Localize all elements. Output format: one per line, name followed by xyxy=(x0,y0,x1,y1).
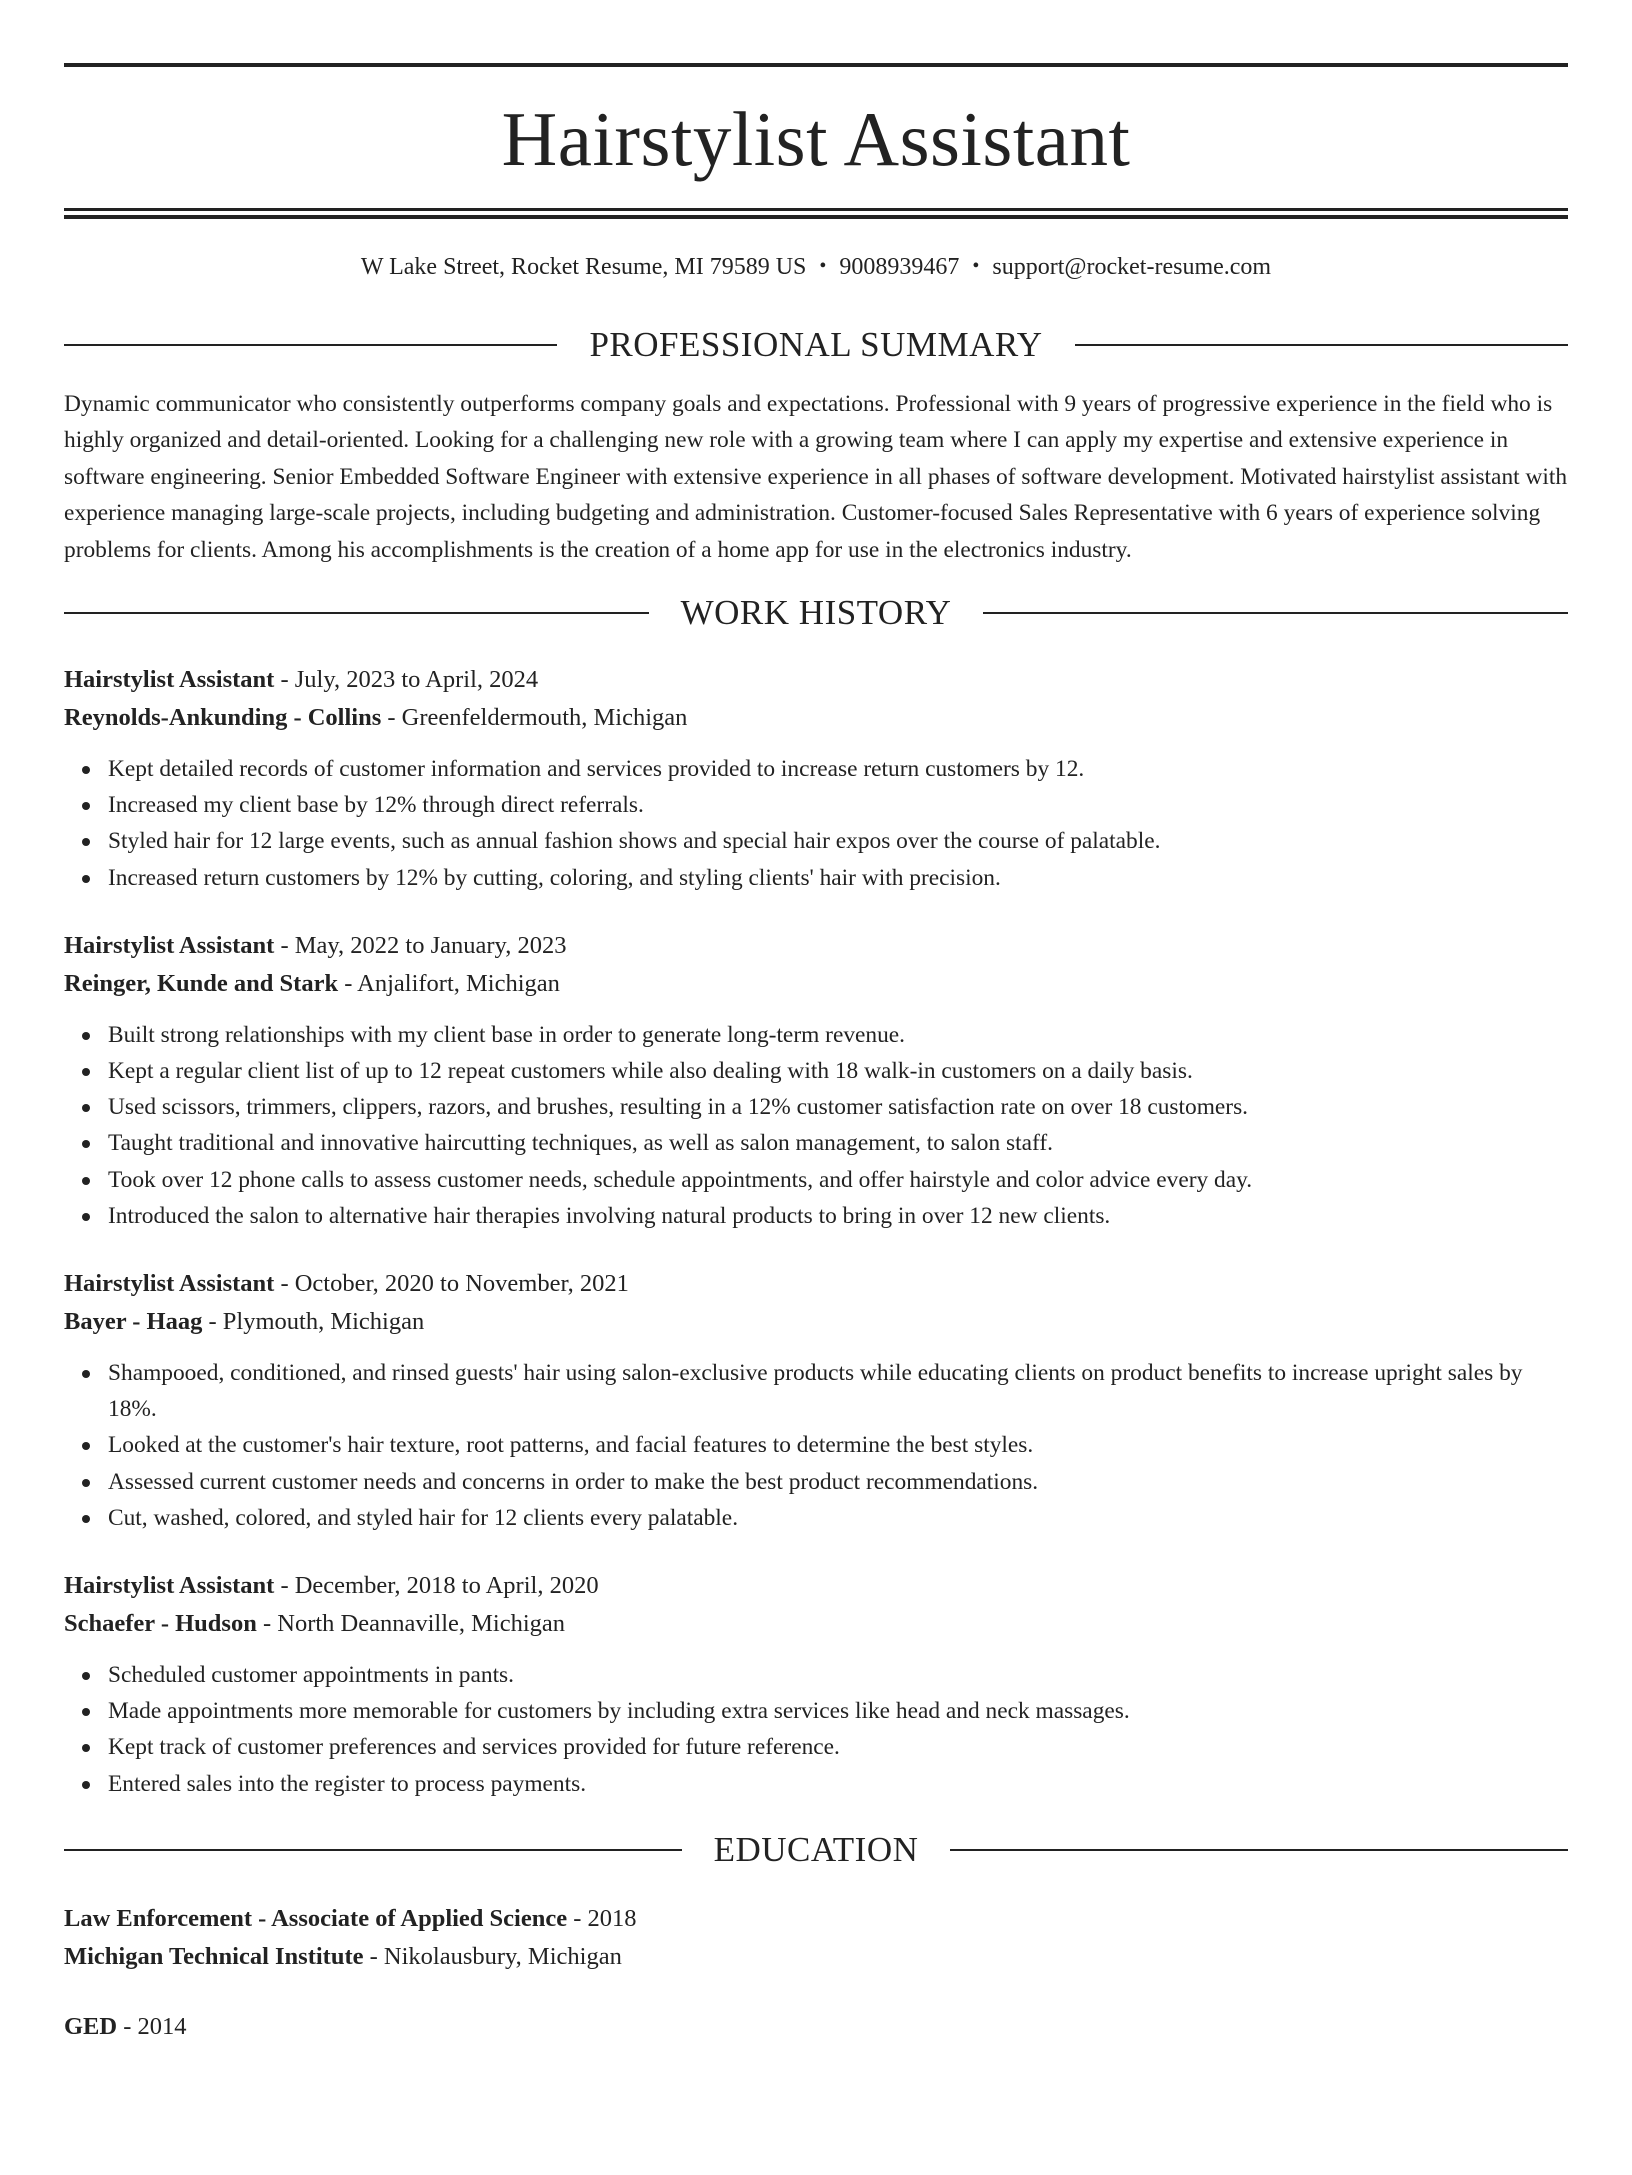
contact-separator: • xyxy=(972,255,980,277)
section-rule-right xyxy=(983,612,1568,614)
bullet-dot-icon xyxy=(82,1068,90,1076)
job-bullet-item xyxy=(108,1766,1568,1802)
contact-email: support@rocket-resume.com xyxy=(992,254,1272,280)
bullet-dot-icon xyxy=(82,1744,90,1752)
education-degree-line xyxy=(64,1900,1568,1938)
job-bullet-item xyxy=(108,1693,1568,1729)
job-title-line xyxy=(64,661,1568,699)
job-company: Bayer - Haag xyxy=(64,1308,203,1336)
job-dates: - October, 2020 to November, 2021 xyxy=(274,1270,629,1298)
job-bullet-text: Styled hair for 12 large events, such as annual fashion shows and special hair expos over the course of palatable. xyxy=(108,828,1161,855)
bullet-dot-icon xyxy=(82,838,90,846)
job-location: - Anjalifort, Michigan xyxy=(338,969,560,997)
job-bullet-text: Took over 12 phone calls to assess customer needs, schedule appointments, and offer hairstyle and color advice every day. xyxy=(108,1166,1253,1193)
education-degree-line xyxy=(64,2008,1568,2046)
section-title-education: EDUCATION xyxy=(713,1829,919,1869)
job-bullet-item xyxy=(108,787,1568,823)
job-entry xyxy=(64,927,1568,1234)
job-bullet-item xyxy=(108,1729,1568,1765)
job-title: Hairstylist Assistant xyxy=(64,666,275,694)
job-bullet-item xyxy=(108,751,1568,787)
job-bullet-item xyxy=(108,1464,1568,1500)
job-bullet-text: Introduced the salon to alternative hair therapies involving natural products to bring in over 12 new clients. xyxy=(108,1202,1111,1229)
work-history-list xyxy=(64,661,1568,1802)
section-rule-right xyxy=(950,1849,1568,1851)
header-double-rule xyxy=(64,208,1568,219)
job-company-line xyxy=(64,699,1568,737)
job-bullet-text: Taught traditional and innovative haircutting techniques, as well as salon management, to salon staff. xyxy=(108,1130,1054,1157)
summary-text: Dynamic communicator who consistently outperforms company goals and expectations. Professional with 9 years of progressive experience in the field who is highly organized and detail-oriented. Looking for a challenging new role with a growing team where I can apply my expertise and extensive experience in software engineering. Senior Embedded Software Engineer with extensive experience in all phases of software development. Motivated hairstylist assistant with experience managing large-scale projects, including budgeting and administration. Customer-focused Sales Representative with 6 years of experience solving problems for clients. Among his accomplishments is the creation of a home app for use in the electronics industry. xyxy=(64,391,1568,563)
resume-name-title: Hairstylist Assistant xyxy=(501,96,1131,182)
job-company-line xyxy=(64,965,1568,1003)
job-bullet-item xyxy=(108,860,1568,896)
job-bullet-item xyxy=(108,823,1568,859)
top-rule xyxy=(64,63,1568,67)
job-title: Hairstylist Assistant xyxy=(64,931,275,959)
job-company: Reinger, Kunde and Stark xyxy=(64,969,339,997)
job-bullet-item xyxy=(108,1053,1568,1089)
section-rule-left xyxy=(64,344,557,346)
job-bullet-item xyxy=(108,1427,1568,1463)
education-degree: GED xyxy=(64,2012,118,2040)
contact-separator: • xyxy=(819,255,827,277)
education-location: - Nikolausbury, Michigan xyxy=(363,1942,622,1970)
job-title-line xyxy=(64,1567,1568,1605)
section-rule-right xyxy=(1075,344,1568,346)
education-year: - 2014 xyxy=(117,2012,187,2040)
job-bullet-item xyxy=(108,1500,1568,1536)
job-bullet-text: Increased my client base by 12% through direct referrals. xyxy=(108,792,644,819)
job-bullet-item xyxy=(108,1162,1568,1198)
job-bullets xyxy=(64,1017,1568,1234)
job-bullet-item xyxy=(108,1125,1568,1161)
education-degree: Law Enforcement - Associate of Applied Science xyxy=(64,1904,568,1932)
job-title: Hairstylist Assistant xyxy=(64,1270,275,1298)
bullet-dot-icon xyxy=(82,766,90,774)
contact-line xyxy=(64,252,1568,283)
section-heading-work-history xyxy=(64,593,1568,633)
job-bullet-text: Kept a regular client list of up to 12 repeat customers while also dealing with 18 walk-in customers on a daily basis. xyxy=(108,1058,1193,1085)
job-bullet-item xyxy=(108,1089,1568,1125)
job-title: Hairstylist Assistant xyxy=(64,1572,275,1600)
bullet-dot-icon xyxy=(82,875,90,883)
job-company-line xyxy=(64,1605,1568,1643)
job-dates: - May, 2022 to January, 2023 xyxy=(274,931,567,959)
job-company-line xyxy=(64,1303,1568,1341)
education-school-line xyxy=(64,1938,1568,1976)
job-entry xyxy=(64,1265,1568,1536)
job-location: - Greenfeldermouth, Michigan xyxy=(381,704,688,732)
job-bullet-item xyxy=(108,1198,1568,1234)
bullet-dot-icon xyxy=(82,1213,90,1221)
contact-phone: 9008939467 xyxy=(839,254,960,280)
job-company: Schaefer - Hudson xyxy=(64,1610,257,1638)
section-rule-left xyxy=(64,1849,682,1851)
job-bullet-text: Used scissors, trimmers, clippers, razors, and brushes, resulting in a 12% customer satisfaction rate on over 18 customers. xyxy=(108,1094,1249,1121)
job-bullet-text: Assessed current customer needs and concerns in order to make the best product recommendations. xyxy=(108,1468,1039,1495)
job-bullet-item xyxy=(108,1355,1568,1427)
resume-page xyxy=(0,63,1632,2175)
bullet-dot-icon xyxy=(82,802,90,810)
job-entry xyxy=(64,1567,1568,1802)
job-bullet-item xyxy=(108,1017,1568,1053)
section-title-work-history: WORK HISTORY xyxy=(680,593,952,633)
job-bullet-item xyxy=(108,1657,1568,1693)
job-bullet-text: Kept detailed records of customer information and services provided to increase return customers by 12. xyxy=(108,756,1085,783)
contact-address: W Lake Street, Rocket Resume, MI 79589 US xyxy=(360,254,807,280)
job-dates: - July, 2023 to April, 2024 xyxy=(274,666,539,694)
education-list xyxy=(64,1900,1568,2046)
job-dates: - December, 2018 to April, 2020 xyxy=(274,1572,599,1600)
job-bullet-text: Kept track of customer preferences and services provided for future reference. xyxy=(108,1734,840,1761)
job-entry xyxy=(64,661,1568,896)
job-bullets xyxy=(64,751,1568,896)
bullet-dot-icon xyxy=(82,1177,90,1185)
job-bullet-text: Made appointments more memorable for customers by including extra services like head and neck massages. xyxy=(108,1698,1130,1725)
education-entry xyxy=(64,2008,1568,2046)
bullet-dot-icon xyxy=(82,1515,90,1523)
job-bullets xyxy=(64,1657,1568,1802)
bullet-dot-icon xyxy=(82,1781,90,1789)
job-title-line xyxy=(64,927,1568,965)
section-title-summary: PROFESSIONAL SUMMARY xyxy=(589,325,1043,364)
education-entry xyxy=(64,1900,1568,1976)
bullet-dot-icon xyxy=(82,1370,90,1378)
bullet-dot-icon xyxy=(82,1672,90,1680)
bullet-dot-icon xyxy=(82,1442,90,1450)
section-heading-summary xyxy=(64,325,1568,365)
bullet-dot-icon xyxy=(82,1479,90,1487)
job-bullet-text: Entered sales into the register to process payments. xyxy=(108,1770,587,1797)
job-bullets xyxy=(64,1355,1568,1536)
bullet-dot-icon xyxy=(82,1104,90,1112)
education-year: - 2018 xyxy=(567,1904,637,1932)
bullet-dot-icon xyxy=(82,1708,90,1716)
job-location: - North Deannaville, Michigan xyxy=(256,1610,566,1638)
job-bullet-text: Built strong relationships with my client base in order to generate long-term revenue. xyxy=(108,1021,906,1048)
job-location: - Plymouth, Michigan xyxy=(202,1308,425,1336)
bullet-dot-icon xyxy=(82,1032,90,1040)
section-heading-education xyxy=(64,1830,1568,1870)
bullet-dot-icon xyxy=(82,1140,90,1148)
job-title-line xyxy=(64,1265,1568,1303)
job-bullet-text: Looked at the customer's hair texture, root patterns, and facial features to determine the best styles. xyxy=(108,1432,1034,1459)
education-school: Michigan Technical Institute xyxy=(64,1942,364,1970)
job-bullet-text: Shampooed, conditioned, and rinsed guests' hair using salon-exclusive products while educating clients on product benefits to increase upright sales by 18%. xyxy=(108,1360,1523,1423)
job-bullet-text: Increased return customers by 12% by cutting, coloring, and styling clients' hair with precision. xyxy=(108,864,1001,891)
job-bullet-text: Scheduled customer appointments in pants. xyxy=(108,1662,515,1689)
job-bullet-text: Cut, washed, colored, and styled hair for 12 clients every palatable. xyxy=(108,1504,739,1531)
job-company: Reynolds-Ankunding - Collins xyxy=(64,704,382,732)
section-rule-left xyxy=(64,612,649,614)
